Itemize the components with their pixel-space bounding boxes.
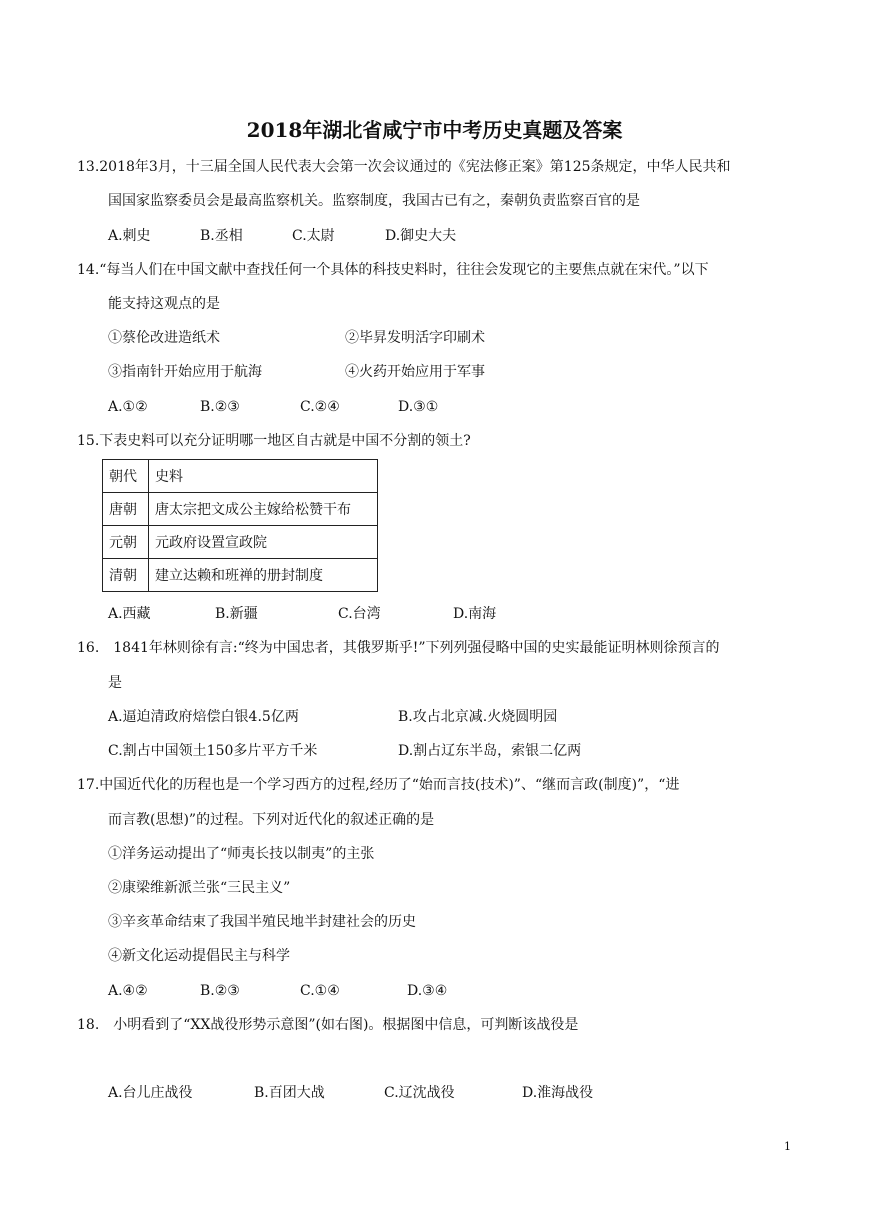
q17-item-2: ②康梁维新派兰张“三民主义” [108, 880, 291, 896]
table-row [103, 526, 378, 559]
table-cell-dynasty: 清朝 [103, 559, 149, 592]
q13-stem-line1: 13.2018年3月，十三届全国人民代表大会第一次会议通过的《宪法修正案》第125条规定，中华人民共和 [77, 159, 731, 175]
table-cell-material: 建立达赖和班禅的册封制度 [149, 559, 378, 592]
q14-option-a: A.①② [108, 399, 148, 415]
q15-history-table [102, 459, 378, 592]
q17-item-3: ③辛亥革命结束了我国半殖民地半封建社会的历史 [108, 914, 416, 930]
q14-stem-line2: 能支持这观点的是 [108, 296, 220, 312]
q15-option-d: D.南海 [453, 606, 497, 622]
q18-option-d: D.淮海战役 [522, 1085, 594, 1101]
page-title: 2018年湖北省咸宁市中考历史真题及答案 [246, 118, 623, 142]
q14-item-1: ①蔡伦改进造纸术 [108, 330, 220, 346]
q13-option-c: C.太尉 [292, 228, 335, 244]
q17-stem-line2: 而言教(思想)”的过程。下列对近代化的叙述正确的是 [108, 812, 435, 828]
q17-option-d: D.③④ [407, 983, 448, 999]
q13-option-d: D.御史大夫 [385, 228, 457, 244]
q17-option-a: A.④② [108, 983, 148, 999]
table-row [103, 493, 378, 526]
q15-option-c: C.台湾 [338, 606, 381, 622]
q18-option-b: B.百团大战 [254, 1085, 325, 1101]
table-row [103, 559, 378, 592]
q14-option-d: D.③① [398, 399, 439, 415]
table-header-material: 史料 [149, 460, 378, 493]
page-number: 1 [784, 1140, 791, 1153]
q18-option-a: A.台儿庄战役 [108, 1085, 193, 1101]
q13-stem-line2: 国国家监察委员会是最高监察机关。监察制度，我国古已有之，秦朝负责监察百官的是 [108, 193, 640, 209]
q15-option-b: B.新疆 [215, 606, 258, 622]
q18-option-c: C.辽沈战役 [384, 1085, 455, 1101]
q14-option-c: C.②④ [300, 399, 340, 415]
q14-item-3: ③指南针开始应用于航海 [108, 364, 262, 380]
table-cell-dynasty: 唐朝 [103, 493, 149, 526]
q15-option-a: A.西藏 [108, 606, 151, 622]
q18-stem: 18. 小明看到了“XX战役形势示意图”(如右图)。根据图中信息，可判断该战役是 [77, 1017, 579, 1033]
q16-option-d: D.割占辽东半岛，索银二亿两 [398, 743, 582, 759]
table-header-row [103, 460, 378, 493]
q14-stem-line1: 14.“每当人们在中国文献中查找任何一个具体的科技史料时，往往会发现它的主要焦点就在宋代。”以下 [77, 262, 709, 278]
q17-stem-line1: 17.中国近代化的历程也是一个学习西方的过程,经历了“始而言技(技术)”、“继而言政(制度)”，“进 [77, 777, 680, 793]
q16-option-b: B.攻占北京减.火烧圆明园 [398, 709, 558, 725]
q16-option-c: C.割占中国领土150多片平方千米 [108, 743, 318, 759]
table-cell-material: 唐太宗把文成公主嫁给松赞干布 [149, 493, 378, 526]
q16-stem-line2: 是 [108, 675, 122, 691]
q14-item-4: ④火药开始应用于军事 [345, 364, 485, 380]
q16-option-a: A.逼迫清政府焙偿白银4.5亿两 [108, 709, 299, 725]
table-cell-dynasty: 元朝 [103, 526, 149, 559]
q13-option-a: A.刺史 [108, 228, 151, 244]
q15-stem: 15.下表史料可以充分证明哪一地区自古就是中国不分割的领土? [77, 433, 471, 449]
q17-option-b: B.②③ [200, 983, 240, 999]
q13-option-b: B.丞相 [200, 228, 243, 244]
q16-stem-line1: 16. 1841年林则徐有言:“终为中国忠者，其俄罗斯乎!”下列列强侵略中国的史实最能证明林则徐预言的 [77, 640, 720, 656]
q17-item-1: ①洋务运动提出了“师夷长技以制夷”的主张 [108, 846, 375, 862]
q17-item-4: ④新文化运动提倡民主与科学 [108, 948, 290, 964]
q14-option-b: B.②③ [200, 399, 240, 415]
table-cell-material: 元政府设置宣政院 [149, 526, 378, 559]
table-header-dynasty: 朝代 [103, 460, 149, 493]
q17-option-c: C.①④ [300, 983, 340, 999]
q14-item-2: ②毕昇发明活字印刷术 [345, 330, 485, 346]
